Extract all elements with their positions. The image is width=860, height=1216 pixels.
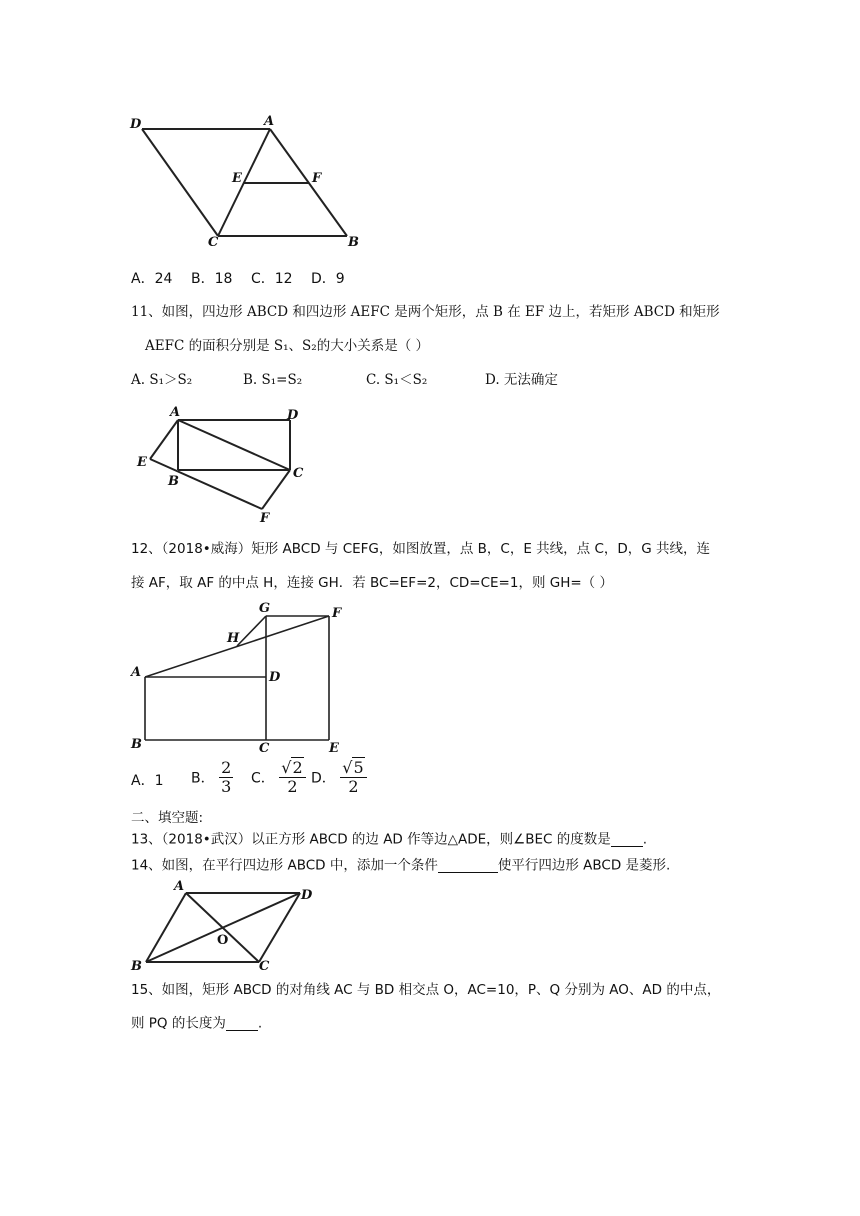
q11-label-c: C	[293, 466, 304, 481]
q12-label-b: B	[131, 737, 142, 752]
q12-option-b-denominator: 3	[221, 777, 232, 796]
q12-label-f: F	[332, 606, 342, 621]
q12-option-d-numerator: 5	[353, 758, 364, 777]
q11-label-e: E	[137, 455, 147, 470]
q14-text-after: 使平行四边形 ABCD 是菱形.	[497, 857, 671, 874]
q12-label-d: D	[269, 670, 281, 685]
q15-text-after: .	[257, 1015, 263, 1032]
q10-label-f: F	[312, 171, 322, 186]
q11-label-f: F	[260, 511, 270, 526]
q12-option-b-prefix: B．	[191, 770, 215, 787]
q12-label-h: H	[227, 631, 240, 646]
sqrt-icon: √	[342, 758, 353, 777]
q12-label-a: A	[131, 665, 142, 680]
q12-option-d-prefix: D．	[311, 770, 336, 787]
q11-option-c[interactable]: C. S₁＜S₂	[366, 372, 428, 388]
q15-answer-blank[interactable]	[226, 1016, 258, 1031]
q15-stem-line2	[131, 1016, 262, 1031]
q15-stem-line1: 15、如图，矩形 ABCD 的对角线 AC 与 BD 相交点 O，AC=10，P、Q 分别为 AO、AD 的中点，	[131, 982, 721, 998]
q14-label-d: D	[301, 888, 313, 903]
q15-text-before: 则 PQ 的长度为	[131, 1015, 226, 1032]
q12-option-c-prefix: C．	[251, 770, 275, 787]
q14-label-o: O	[217, 933, 229, 948]
q10-option-d[interactable]: D．9	[311, 271, 345, 287]
q10-label-e: E	[232, 171, 242, 186]
q11-label-d: D	[287, 408, 299, 423]
q11-option-a[interactable]: A. S₁＞S₂	[131, 372, 193, 388]
q10-label-c: C	[208, 235, 219, 250]
q10-option-b[interactable]: B．18	[191, 271, 233, 287]
q10-option-c[interactable]: C．12	[251, 271, 293, 287]
q12-option-c-numerator: 2	[292, 758, 303, 777]
q11-label-a: A	[170, 405, 181, 420]
q12-option-d-denominator: 2	[348, 777, 359, 796]
q12-option-c-denominator: 2	[287, 777, 298, 796]
q14-text-before: 14、如图，在平行四边形 ABCD 中，添加一个条件	[131, 857, 438, 874]
q12-label-g: G	[259, 601, 271, 616]
q11-option-b[interactable]: B. S₁=S₂	[243, 372, 303, 388]
q12-option-a[interactable]: A．1	[131, 773, 164, 789]
sqrt-icon: √	[281, 758, 292, 777]
q12-label-e: E	[329, 741, 339, 756]
q14-label-c: C	[259, 959, 270, 974]
q11-stem-line2: AEFC 的面积分别是 S₁、S₂的大小关系是（ ）	[145, 338, 429, 354]
q12-stem-line2: 接 AF，取 AF 的中点 H，连接 GH．若 BC=EF=2，CD=CE=1，则 GH=（ ）	[131, 575, 613, 591]
q10-label-b: B	[348, 235, 359, 250]
section-title-fill-in: 二、填空题:	[131, 810, 204, 826]
q14-label-b: B	[131, 959, 142, 974]
q13-text-after: .	[642, 831, 648, 848]
q14-label-a: A	[174, 879, 185, 894]
q10-label-a: A	[264, 114, 275, 129]
q10-option-a[interactable]: A．24	[131, 271, 173, 287]
q13-text-before: 13、（2018•武汉）以正方形 ABCD 的边 AD 作等边△ADE，则∠BEC 的度数是	[131, 831, 611, 848]
q12-stem-line1: 12、（2018•威海）矩形 ABCD 与 CEFG，如图放置，点 B，C，E 共线，点 C，D，G 共线，连	[131, 541, 711, 557]
q11-option-d[interactable]: D. 无法确定	[485, 372, 558, 388]
q10-label-d: D	[130, 117, 142, 132]
q11-stem-line1: 11、如图，四边形 ABCD 和四边形 AEFC 是两个矩形，点 B 在 EF 边上，若矩形 ABCD 和矩形	[131, 304, 720, 320]
q11-label-b: B	[168, 474, 179, 489]
q12-option-b-numerator: 2	[221, 758, 232, 777]
q12-label-c: C	[259, 741, 270, 756]
